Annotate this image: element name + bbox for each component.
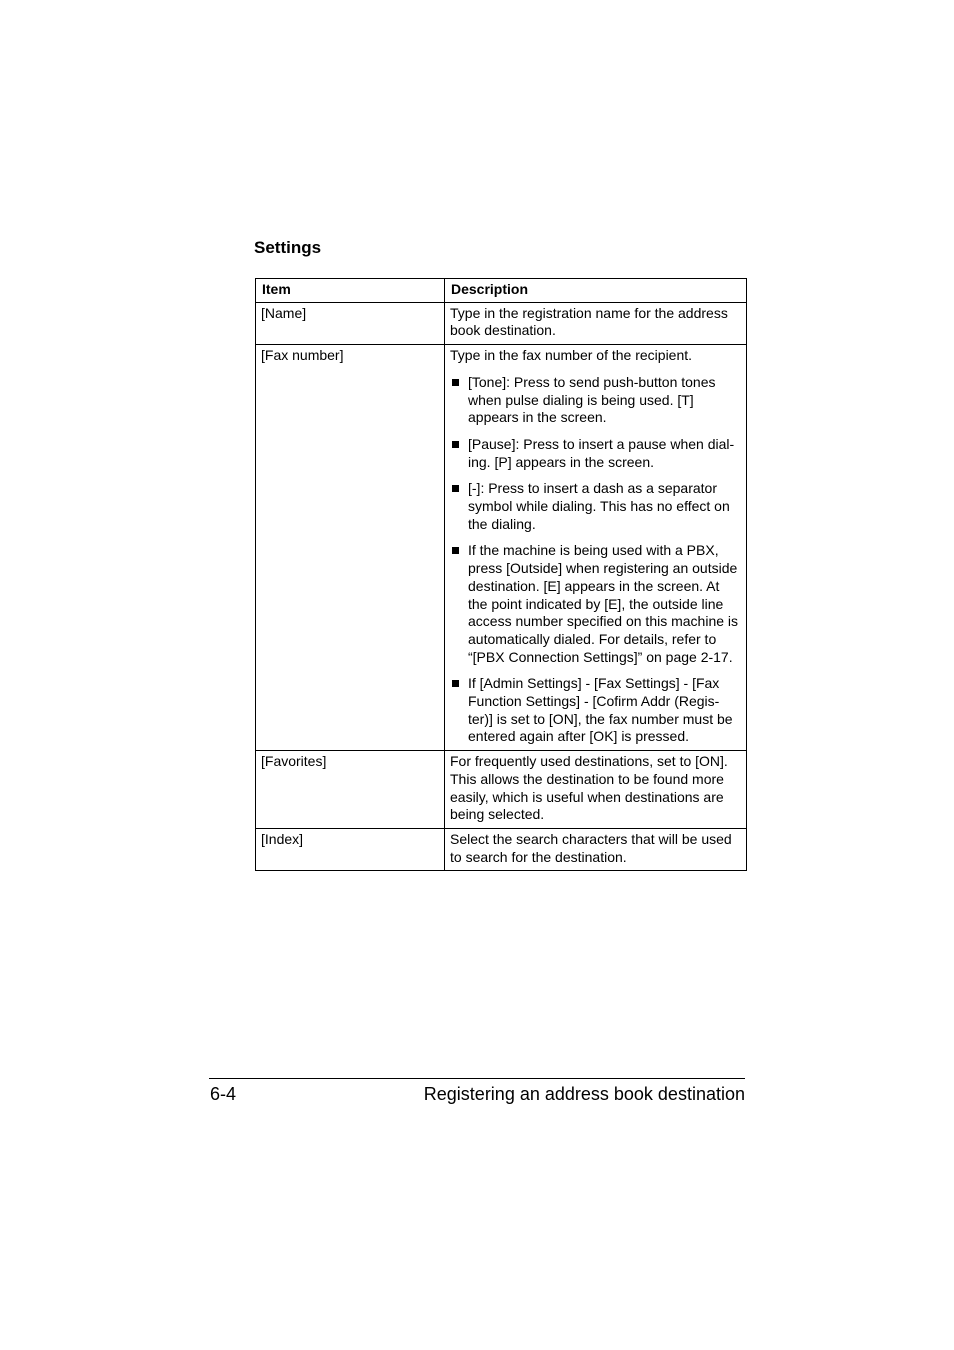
square-bullet-icon	[452, 379, 459, 386]
description-cell	[445, 751, 747, 829]
bullet-item	[450, 542, 742, 666]
settings-table	[255, 278, 747, 871]
square-bullet-icon	[452, 441, 459, 448]
square-bullet-icon	[452, 485, 459, 492]
table-row	[256, 345, 747, 751]
bullet-item	[450, 480, 742, 533]
bullet-text: If [Admin Settings] - [Fax Settings] - [Fax Function Settings] - [Cofirm Addr (Regis-ter)] is set to [ON], the fax number must be entered again after [OK] is pressed.	[468, 675, 733, 745]
column-header-description: Description	[445, 279, 747, 303]
description-cell	[445, 828, 747, 870]
description-text: Type in the fax number of the recipient.	[450, 347, 693, 364]
bullet-text: [Tone]: Press to send push-button tones when pulse dialing is being used. [T] appears in the screen.	[468, 373, 716, 426]
bullet-text: [Pause]: Press to insert a pause when dial-ing. [P] appears in the screen.	[468, 435, 735, 470]
item-cell: [Fax number]	[256, 345, 445, 751]
bullet-text: [-]: Press to insert a dash as a separator symbol while dialing. This has no effect on the dialing.	[468, 480, 730, 532]
bullet-text: If the machine is being used with a PBX, press [Outside] when registering an outside destination. [E] appears in the screen. At the point indicated by [E], the outside line access number specified on this machine is automatically dialed. For details, refer to “[PBX Connection Settings]” on page 2-17.	[468, 542, 739, 665]
bullet-item	[450, 374, 742, 427]
item-cell: [Favorites]	[256, 751, 445, 829]
bullet-item	[450, 436, 742, 471]
section-title: Settings	[254, 238, 322, 257]
description-cell	[445, 345, 747, 751]
description-cell	[445, 302, 747, 344]
item-cell: [Name]	[256, 302, 445, 344]
bullet-item	[450, 675, 742, 746]
column-header-item: Item	[256, 279, 445, 303]
square-bullet-icon	[452, 547, 459, 554]
square-bullet-icon	[452, 680, 459, 687]
table-row	[256, 302, 747, 344]
bullet-list	[450, 374, 742, 746]
description-text: Type in the registration name for the address book destination.	[450, 304, 728, 339]
footer-divider	[209, 1078, 745, 1079]
item-cell: [Index]	[256, 828, 445, 870]
chapter-title: Registering an address book destination	[423, 1084, 745, 1104]
description-text: For frequently used destinations, set to [ON]. This allows the destination to be found more easily, which is useful when destinations are being selected.	[450, 753, 728, 823]
table-header-row	[256, 279, 747, 303]
table-row	[256, 751, 747, 829]
description-text: Select the search characters that will be used to search for the destination.	[450, 830, 732, 865]
page-number: 6-4	[210, 1084, 237, 1104]
table-row	[256, 828, 747, 870]
